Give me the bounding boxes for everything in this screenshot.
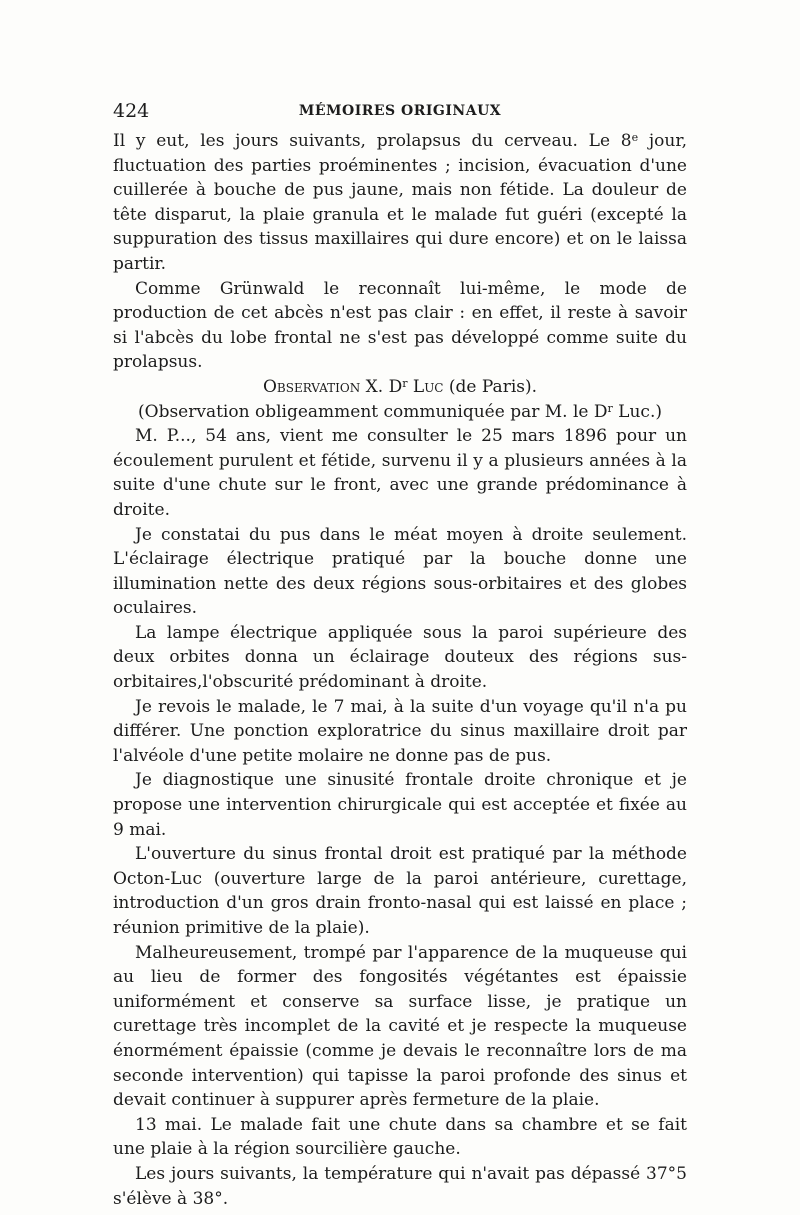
paragraph-diagnosis: Je diagnostique une sinusité frontale droite chronique et je propose une intervention chirurgicale qui est acceptée et fixée au 9 mai. xyxy=(113,770,687,840)
running-header xyxy=(113,98,687,124)
observation-label: Observation xyxy=(262,376,361,397)
paragraph-puncture: Je revois le malade, le 7 mai, à la suite d'un voyage qu'il n'a pu différer. Une ponction exploratrice du sinus maxillaire droit par l'alvéole d'une petite molaire ne donne pas de pus. xyxy=(113,696,687,766)
observation-author: Luc xyxy=(407,376,444,397)
page-number: 424 xyxy=(113,100,150,122)
paragraph-temperature: Les jours suivants, la température qui n'avait pas dépassé 37°5 s'élève à 38°. xyxy=(113,1163,687,1209)
page-body xyxy=(113,129,687,1211)
paragraph-may-13: 13 mai. Le malade fait une chute dans sa chambre et se fait une plaie à la région sourcilière gauche. xyxy=(113,1114,687,1160)
paragraph-prolapsus: Il y eut, les jours suivants, prolapsus du cerveau. Le 8e jour, fluctuation des parties proéminentes ; incision, évacuation d'une cuillerée à bouche de pus jaune, mais non fétide. La douleur de tête disparut, la plaie granula et le malade fut guéri (excepté la suppuration des tissus maxillaires qui dure encore) et on le laissa partir. xyxy=(113,131,687,274)
paragraph-consultation: M. P..., 54 ans, vient me consulter le 25 mars 1896 pour un écoulement purulent et fétide, survenu il y a plusieurs années à la suite d'une chute sur le front, avec une grande prédominance à droite. xyxy=(113,426,687,520)
observation-heading: Observation X. $D^r$ Luc (de Paris). xyxy=(262,376,538,397)
paragraph-operation: L'ouverture du sinus frontal droit est pratiqué par la méthode Octon-Luc (ouverture large de la paroi antérieure, curettage, introduction d'un gros drain fronto-nasal qui est laissé en place ; réunion primitive de la plaie). xyxy=(113,844,687,938)
paragraph-examination: Je constatai du pus dans le méat moyen à droite seulement. L'éclairage électrique pratiqué par la bouche donne une illumination nette des deux régions sous-orbitaires et des globes oculaires. xyxy=(113,524,687,619)
superscript: e xyxy=(631,131,639,145)
paragraph-grunwald: Comme Grünwald le reconnaît lui-même, le mode de production de cet abcès n'est pas clair : en effet, il reste à savoir si l'abcès du lobe frontal ne s'est pas développé comme suite du prolapsus. xyxy=(113,278,687,373)
paragraph-curettage: Malheureusement, trompé par l'apparence de la muqueuse qui au lieu de former des fongosités végétantes est épaissie uniformément et conserve sa surface lisse, je pratique un curettage très incomplet de la cavité et je respecte la muqueuse énormément épaissie (comme je devais le reconnaître lors de ma seconde intervention) qui tapisse la paroi profonde des sinus et devait continuer à suppurer après fermeture de la plaie. xyxy=(113,942,687,1111)
observation-subtitle: (Observation obligeamment communiquée par M. le $D^r$ Luc.) xyxy=(138,401,662,422)
paragraph-lamp: La lampe électrique appliquée sous la paroi supérieure des deux orbites donna un éclairage douteux des régions sus-orbitaires,l'obscurité prédominant à droite. xyxy=(113,622,687,693)
running-title: MÉMOIRES ORIGINAUX xyxy=(298,103,502,119)
